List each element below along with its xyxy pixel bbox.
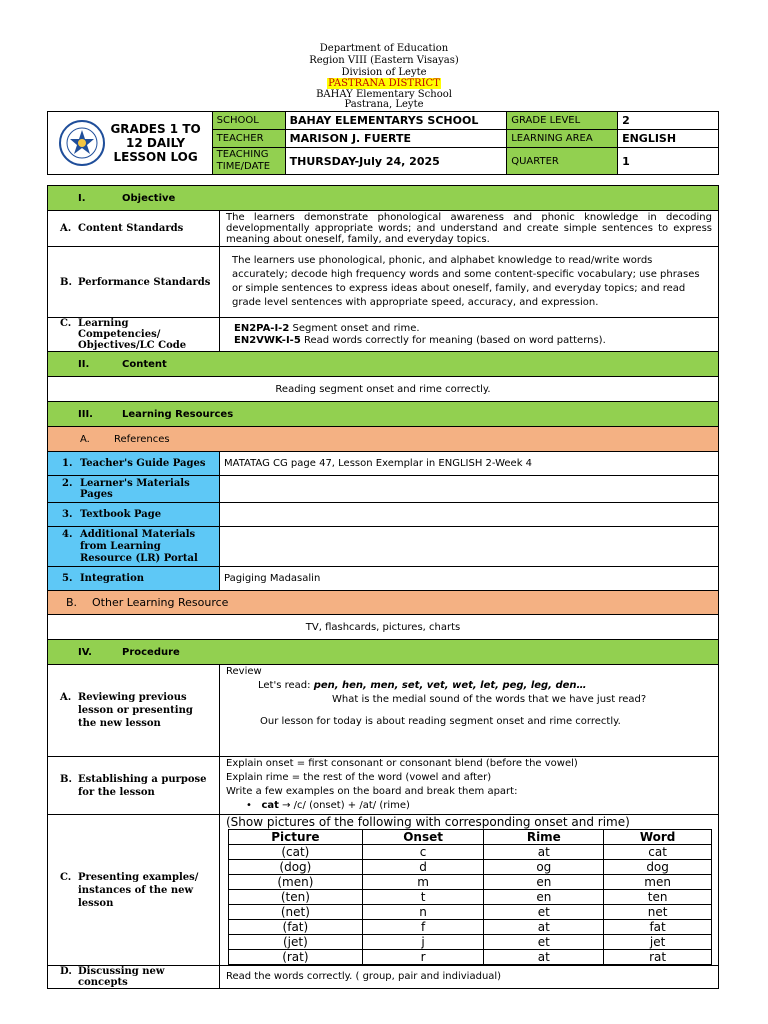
resource-row-label	[48, 567, 220, 591]
onset-rime-table	[228, 829, 712, 965]
teaching-time-label: TEACHING TIME/DATE	[212, 148, 285, 175]
section-objective-header	[48, 186, 719, 211]
competency-text: Read words correctly for meaning (based on word patterns).	[300, 334, 606, 346]
item-number: 1.	[62, 458, 73, 469]
word-cell: rat	[604, 950, 712, 965]
quarter-label: QUARTER	[507, 148, 618, 175]
word-cell: men	[604, 875, 712, 890]
picture-cell: (jet)	[229, 935, 363, 950]
onset-cell: f	[362, 920, 484, 935]
examples-instruction: Write a few examples on the board and break them apart:	[226, 786, 518, 797]
section-number: IV.	[78, 646, 92, 658]
review-label: Review	[226, 666, 262, 677]
procedure-b-label	[48, 757, 220, 815]
competencies-label	[48, 318, 220, 352]
subsection-letter: B.	[66, 596, 78, 609]
review-words: pen, hen, men, set, vet, wet, let, peg, leg, den…	[313, 680, 587, 691]
section-number: III.	[78, 408, 93, 420]
resource-row-label	[48, 452, 220, 476]
examples-intro: (Show pictures of the following with corresponding onset and rime)	[226, 815, 630, 829]
performance-standards-text: The learners use phonological, phonic, and alphabet knowledge to read/write words accurately; decode high frequency words and some content-specific vocabulary; use phrases or simple sentences to express ideas about oneself, family, and everyday topics; and read grade level sentences with appropriate speed, accuracy, and expression.	[220, 247, 719, 318]
quarter-value: 1	[618, 148, 719, 175]
item-letter: A.	[60, 692, 72, 703]
example-breakdown: → /c/ (onset) + /at/ (rime)	[278, 800, 410, 811]
table-row	[229, 935, 712, 950]
item-letter: A.	[60, 223, 72, 234]
item-letter: D.	[60, 966, 72, 977]
table-row	[229, 845, 712, 860]
rime-cell: et	[484, 905, 604, 920]
location-line: Pastrana, Leyte	[344, 99, 424, 110]
dll-title: GRADES 1 TO 12 DAILY LESSON LOG	[110, 122, 201, 164]
region-line: Region VIII (Eastern Visayas)	[309, 55, 459, 66]
word-cell: jet	[604, 935, 712, 950]
item-letter: B.	[60, 773, 72, 785]
subsection-title: References	[114, 433, 170, 445]
subsection-letter: A.	[80, 433, 90, 445]
column-header: Rime	[484, 830, 604, 845]
deped-seal-icon	[59, 120, 105, 166]
school-label: SCHOOL	[212, 112, 285, 130]
item-number: 3.	[62, 509, 73, 520]
resource-row-value	[220, 527, 719, 567]
section-number: I.	[78, 192, 86, 204]
item-label: Textbook Page	[80, 509, 162, 520]
rime-cell: og	[484, 860, 604, 875]
procedure-b-content	[220, 757, 719, 815]
procedure-c-label	[48, 815, 220, 966]
competency-code: EN2VWK-I-5	[234, 334, 301, 346]
other-resources-header	[48, 591, 719, 615]
item-label: Presenting examples/ instances of the new lesson	[78, 871, 199, 909]
content-standards-text: The learners demonstrate phonological awareness and phonic knowledge in decoding developmentally appropriate words; and understand and create simple sentences to express meaning about oneself, family, and everyday topics.	[220, 211, 719, 247]
column-header: Picture	[229, 830, 363, 845]
table-row	[229, 890, 712, 905]
competencies-text	[220, 318, 719, 352]
lets-read-line	[226, 679, 712, 693]
item-label: Learner's Materials Pages	[80, 478, 190, 500]
lets-read-label: Let's read:	[258, 680, 314, 691]
resource-row-label	[48, 527, 220, 567]
rime-cell: et	[484, 935, 604, 950]
word-cell: cat	[604, 845, 712, 860]
procedure-d-label	[48, 966, 220, 989]
rime-cell: at	[484, 845, 604, 860]
rime-cell: at	[484, 920, 604, 935]
section-number: II.	[78, 358, 90, 370]
teacher-label: TEACHER	[212, 130, 285, 148]
item-label: Content Standards	[78, 223, 184, 234]
competency-2	[234, 335, 704, 347]
rime-cell: en	[484, 890, 604, 905]
onset-cell: n	[362, 905, 484, 920]
teacher-value: MARISON J. FUERTE	[285, 130, 507, 148]
picture-cell: (rat)	[229, 950, 363, 965]
table-row	[229, 875, 712, 890]
resource-row-value: MATATAG CG page 47, Lesson Exemplar in ENGLISH 2-Week 4	[220, 452, 719, 476]
word-cell: net	[604, 905, 712, 920]
section-content-header	[48, 352, 719, 377]
item-label: Additional Materials from Learning Resource (LR) Portal	[80, 528, 198, 564]
word-cell: fat	[604, 920, 712, 935]
rime-explanation: Explain rime = the rest of the word (vowel and after)	[226, 772, 492, 783]
section-resources-header	[48, 402, 719, 427]
grade-level-value: 2	[618, 112, 719, 130]
item-label: Integration	[80, 573, 145, 584]
example-word: cat	[261, 800, 279, 811]
content-text: Reading segment onset and rime correctly.	[48, 377, 719, 402]
example-bullet	[226, 799, 712, 813]
item-number: 4.	[62, 528, 73, 540]
lesson-statement: Our lesson for today is about reading segment onset and rime correctly.	[260, 716, 621, 727]
item-letter: B.	[60, 276, 72, 288]
section-title: Content	[122, 358, 167, 370]
procedure-c-content	[220, 815, 719, 966]
item-label: Establishing a purpose for the lesson	[78, 773, 207, 798]
procedure-a-label	[48, 665, 220, 757]
resource-row-value: Pagiging Madasalin	[220, 567, 719, 591]
onset-cell: j	[362, 935, 484, 950]
picture-cell: (net)	[229, 905, 363, 920]
procedure-a-content	[220, 665, 719, 757]
subsection-title: Other Learning Resource	[92, 596, 229, 609]
picture-cell: (fat)	[229, 920, 363, 935]
onset-cell: d	[362, 860, 484, 875]
learning-area-label: LEARNING AREA	[507, 130, 618, 148]
word-cell: ten	[604, 890, 712, 905]
teaching-time-value: THURSDAY-July 24, 2025	[285, 148, 507, 175]
picture-cell: (dog)	[229, 860, 363, 875]
section-title: Procedure	[122, 646, 180, 658]
picture-cell: (men)	[229, 875, 363, 890]
school-value: BAHAY ELEMENTARYS SCHOOL	[285, 112, 507, 130]
performance-standards-label	[48, 247, 220, 318]
item-number: 2.	[62, 478, 73, 489]
resource-row-label	[48, 503, 220, 527]
onset-explanation: Explain onset = first consonant or consonant blend (before the vowel)	[226, 758, 578, 769]
references-header	[48, 427, 719, 452]
item-label: Reviewing previous lesson or presenting the new lesson	[78, 692, 193, 729]
competency-code: EN2PA-I-2	[234, 322, 290, 334]
column-header: Onset	[362, 830, 484, 845]
district-highlight: PASTRANA DISTRICT	[328, 78, 440, 89]
item-letter: C.	[60, 318, 72, 329]
item-label: Learning Competencies/ Objectives/LC Code	[78, 318, 187, 351]
school-line: BAHAY Elementary School	[316, 89, 452, 100]
picture-cell: (ten)	[229, 890, 363, 905]
table-row	[229, 920, 712, 935]
picture-cell: (cat)	[229, 845, 363, 860]
procedure-d-content: Read the words correctly. ( group, pair and indiviadual)	[220, 966, 719, 989]
rime-cell: en	[484, 875, 604, 890]
competency-text: Segment onset and rime.	[289, 322, 420, 334]
learning-area-value: ENGLISH	[618, 130, 719, 148]
word-cell: dog	[604, 860, 712, 875]
item-label: Performance Standards	[78, 276, 211, 288]
grade-level-label: GRADE LEVEL	[507, 112, 618, 130]
column-header: Word	[604, 830, 712, 845]
rime-cell: at	[484, 950, 604, 965]
dept-line: Department of Education	[319, 43, 449, 54]
other-resources-text: TV, flashcards, pictures, charts	[48, 615, 719, 640]
table-row	[229, 860, 712, 875]
resource-row-label	[48, 476, 220, 503]
table-header-row	[229, 830, 712, 845]
section-procedure-header	[48, 640, 719, 665]
resource-row-value	[220, 503, 719, 527]
medial-sound-question: What is the medial sound of the words that we have just read?	[332, 694, 647, 705]
onset-cell: t	[362, 890, 484, 905]
dll-title-cell	[48, 112, 213, 175]
content-standards-label	[48, 211, 220, 247]
bullet-icon: •	[246, 800, 252, 811]
lesson-info-table	[47, 111, 719, 175]
onset-cell: r	[362, 950, 484, 965]
table-row	[229, 905, 712, 920]
resource-row-value	[220, 476, 719, 503]
item-letter: C.	[60, 871, 72, 883]
item-label: Discussing new concepts	[78, 966, 165, 988]
section-title: Objective	[122, 192, 176, 204]
division-line: Division of Leyte	[341, 67, 427, 78]
item-label: Teacher's Guide Pages	[80, 458, 206, 469]
section-title: Learning Resources	[122, 408, 234, 420]
onset-cell: m	[362, 875, 484, 890]
onset-cell: c	[362, 845, 484, 860]
competency-1	[234, 323, 704, 335]
item-number: 5.	[62, 573, 73, 584]
table-row	[229, 950, 712, 965]
lesson-plan-table	[47, 185, 719, 989]
